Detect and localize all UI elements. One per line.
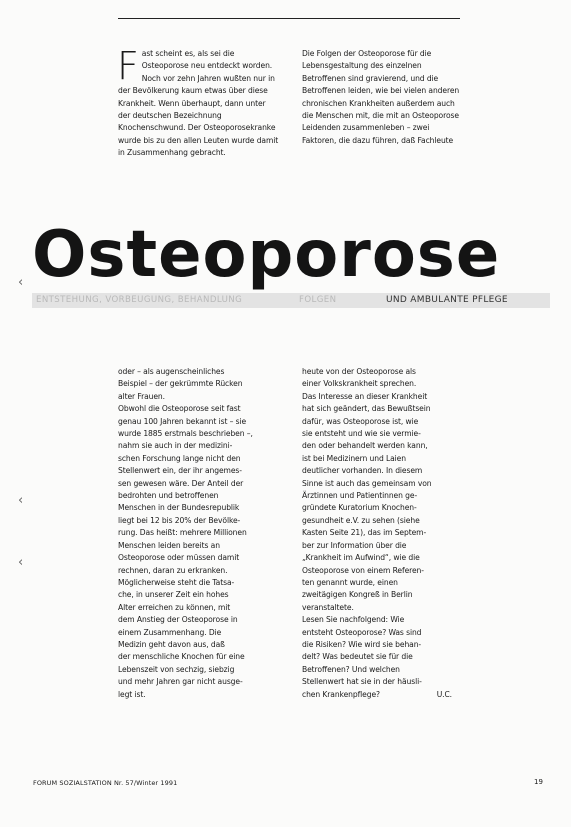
text-line: delt? Was bedeutet sie für die xyxy=(302,652,413,662)
text-line: entsteht Osteoporose? Was sind xyxy=(302,627,422,637)
subtitle-faded: ENTSTEHUNG, VORBEUGUNG, BEHANDLUNG xyxy=(36,295,243,305)
text-line: chen Krankenpflege? xyxy=(302,689,380,699)
text-line: Stellenwert hat sie in der häusli- xyxy=(302,677,422,687)
text-line: einem Zusammenhang. Die xyxy=(118,627,222,637)
text-line: die Risiken? Wie wird sie behan- xyxy=(302,639,422,649)
column-1-text: ast scheint es, als sei die Osteoporose neu entdeckt worden. Noch vor zehn Jahren wußten nur in der Bevölkerung kaum etwas über diese Krankheit. Wenn überhaupt, dann unter der deutschen Bezeichnung Knochenschwund. Der Osteoporosekranke wurde bis zu den allen Leuten wurde damit in Zusammenhang gebracht. xyxy=(118,49,279,158)
text-line: nahm sie auch in der medizini- xyxy=(118,441,233,451)
text-line: hat sich geändert, das Bewußtsein xyxy=(302,404,431,414)
text-line: deutlicher vorhanden. In diesem xyxy=(302,466,423,476)
article-column-1 xyxy=(117,44,280,160)
text-line: Osteoporose von einem Referen- xyxy=(302,565,424,575)
text-line: Möglicherweise steht die Tatsa- xyxy=(118,577,235,587)
text-line: gesundheit e.V. zu sehen (siehe xyxy=(302,515,420,525)
text-line: bedrohten und betroffenen xyxy=(118,491,219,501)
scan-mark: ‹ xyxy=(18,275,24,290)
text-line: rung. Das heißt: mehrere Millionen xyxy=(118,528,247,538)
subtitle-faded-2: FOLGEN xyxy=(299,295,337,305)
text-line: ist bei Medizinern und Laien xyxy=(302,453,406,463)
text-line: sen gewesen wäre. Der Anteil der xyxy=(118,478,244,488)
subtitle-dark: UND AMBULANTE PFLEGE xyxy=(386,295,508,305)
text-line: gründete Kuratorium Knochen- xyxy=(302,503,417,513)
text-line: legt ist. xyxy=(118,689,146,699)
last-line xyxy=(302,689,464,701)
text-line: Menschen in der Bundesrepublik xyxy=(118,503,240,513)
text-line: der menschliche Knochen für eine xyxy=(118,652,245,662)
text-line: Stellenwert ein, der ihr angemes- xyxy=(118,466,242,476)
scan-mark: ‹ xyxy=(18,493,24,508)
text-line: genau 100 Jahren bekannt ist – sie xyxy=(118,416,247,426)
text-line: zweitägigen Kongreß in Berlin xyxy=(302,590,413,600)
text-line: sie entsteht und wie sie vermie- xyxy=(302,429,421,439)
text-line: Kasten Seite 21), das im Septem- xyxy=(302,528,427,538)
text-line: dem Anstieg der Osteoporose in xyxy=(118,615,238,625)
scan-mark: ‹ xyxy=(18,555,24,570)
headline-title: Osteoporose xyxy=(32,218,501,292)
page-number: 19 xyxy=(534,778,543,786)
drop-cap: F xyxy=(117,44,139,88)
footer-publication: FORUM SOZIALSTATION Nr. 57/Winter 1991 xyxy=(33,779,178,787)
text-line: schen Forschung lange nicht den xyxy=(118,453,241,463)
text-line: liegt bei 12 bis 20% der Bevölke- xyxy=(118,515,241,525)
text-line: veranstaltete. xyxy=(302,602,354,612)
text-line: ten genannt wurde, einen xyxy=(302,577,398,587)
text-line: einer Volkskrankheit sprechen. xyxy=(302,379,417,389)
text-line: dafür, was Osteoporose ist, wie xyxy=(302,416,419,426)
text-line: Obwohl die Osteoporose seit fast xyxy=(118,404,241,414)
text-line: Beispiel – der gekrümmte Rücken xyxy=(118,379,243,389)
text-line: Betroffenen? Und welchen xyxy=(302,664,400,674)
article-column-4 xyxy=(302,366,464,701)
text-line: Lesen Sie nachfolgend: Wie xyxy=(302,615,405,625)
author-initials: U.C. xyxy=(436,689,452,699)
text-line: che, in unserer Zeit ein hohes xyxy=(118,590,229,600)
text-line: Menschen leiden bereits an xyxy=(118,540,220,550)
text-line: wurde 1885 erstmals beschrieben –, xyxy=(118,429,253,439)
text-line: Das Interesse an dieser Krankheit xyxy=(302,391,428,401)
text-line: und mehr Jahren gar nicht ausge- xyxy=(118,677,243,687)
text-line: Sinne ist auch das gemeinsam von xyxy=(302,478,432,488)
text-line: „Krankheit im Aufwind“, wie die xyxy=(302,553,420,563)
text-line: den oder behandelt werden kann, xyxy=(302,441,428,451)
text-line: Lebenszeit von sechzig, siebzig xyxy=(118,664,235,674)
text-line: Osteoporose oder müssen damit xyxy=(118,553,240,563)
article-column-2 xyxy=(302,48,462,147)
text-line: ber zur Information über die xyxy=(302,540,407,550)
column-2-text: Die Folgen der Osteoporose für die Lebensgestaltung des einzelnen Betroffenen sind gravierend, und die Betroffenen leiden, wie bei vielen anderen chronischen Krankheiten außerdem auch die Menschen mit, die mit an Osteoporose Leidenden zusammenleben – zwei Faktoren, die dazu führen, daß Fachleute xyxy=(302,49,460,145)
text-line: oder – als augenscheinliches xyxy=(118,367,225,376)
top-rule xyxy=(118,18,460,19)
text-line: Alter erreichen zu können, mit xyxy=(118,602,231,612)
text-line: alter Frauen. xyxy=(118,391,165,401)
article-column-3 xyxy=(118,366,278,701)
text-line: Ärztinnen und Patientinnen ge- xyxy=(302,491,418,501)
text-line: Medizin geht davon aus, daß xyxy=(118,639,225,649)
text-line: rechnen, daran zu erkranken. xyxy=(118,565,228,575)
text-line: heute von der Osteoporose als xyxy=(302,367,416,376)
